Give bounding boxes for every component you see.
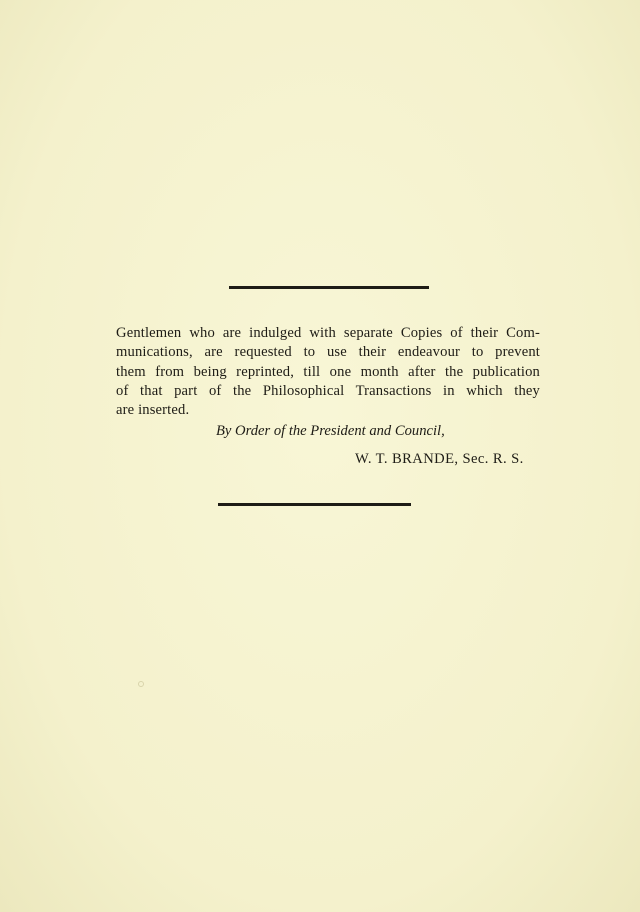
signature-line: W. T. BRANDE, Sec. R. S. [355,451,524,467]
notice-line: Gentlemen who are indulged with separate Copies of their Com- [116,325,540,341]
notice-line: them from being reprinted, till one month after the publication [116,363,540,380]
bottom-horizontal-rule [218,503,411,506]
notice-paragraph [116,324,540,420]
notice-line: are inserted. [116,402,190,419]
paper-speck [138,681,144,687]
notice-line: of that part of the Philosophical Transactions in which they [116,382,540,399]
notice-line: munications, are requested to use their endeavour to prevent [116,344,540,361]
top-horizontal-rule [229,286,429,289]
order-line: By Order of the President and Council, [216,423,445,439]
